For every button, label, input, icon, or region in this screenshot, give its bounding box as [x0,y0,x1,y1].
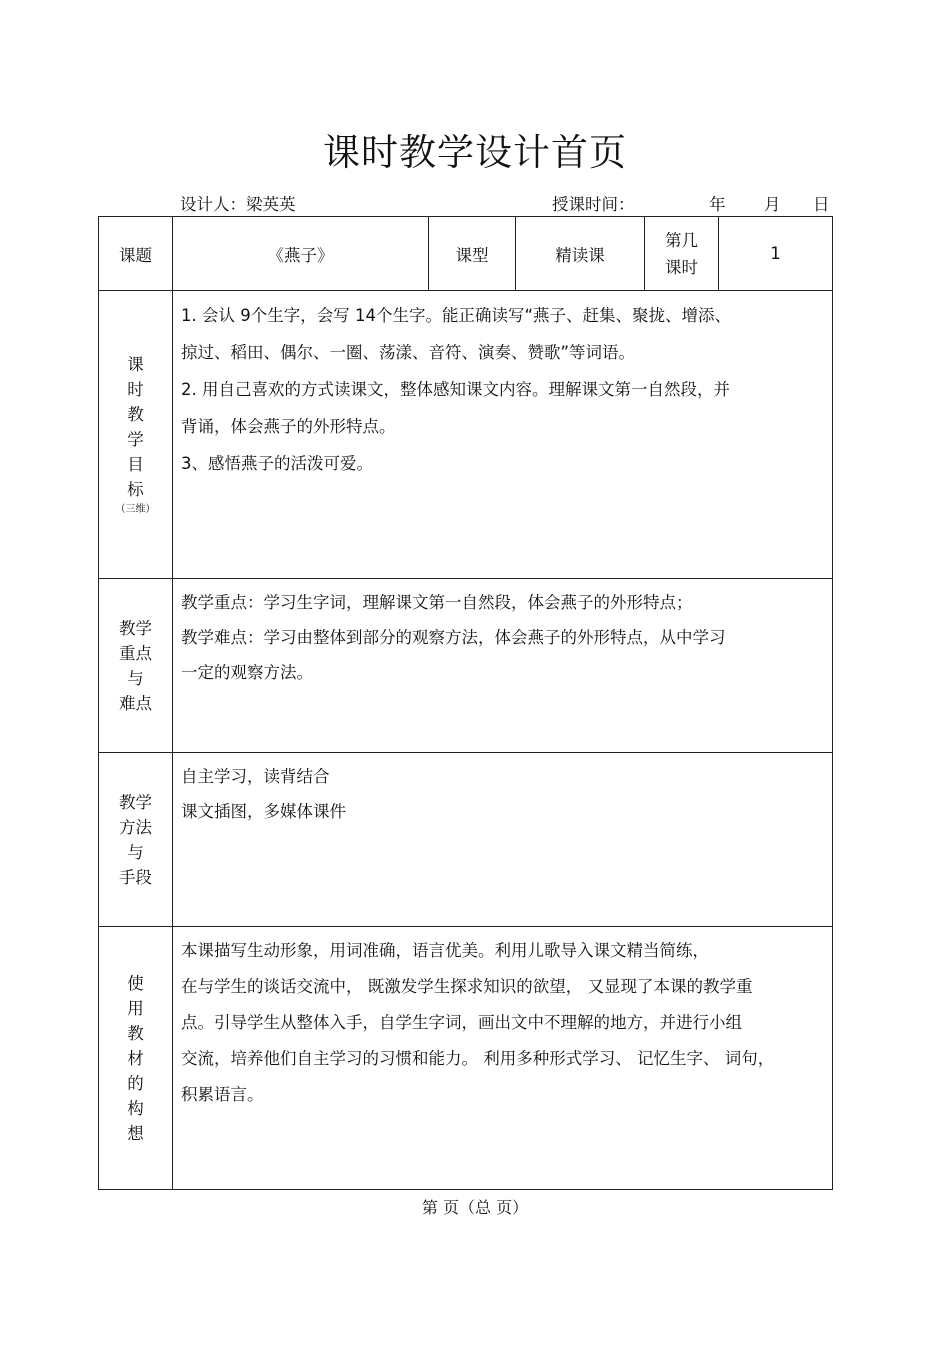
period-label-line: 课时 [665,257,698,277]
label-char: 目 [127,454,144,474]
table-row [99,217,833,291]
day-label: 日 [813,195,830,214]
label-char: 材 [127,1048,144,1068]
type-label: 课型 [429,217,516,291]
page-title: 课时教学设计首页 [323,131,627,174]
topic-value: 《燕子》 [173,217,429,291]
label-text: 手段 [119,867,152,887]
method-line: 课文插图，多媒体课件 [181,802,346,821]
concept-line: 在与学生的谈话交流中， 既激发学生探求知识的欲望， 又显现了本课的教学重 [181,977,753,996]
objective-line: 2. 用自己喜欢的方式读课文，整体感知课文内容。理解课文第一自然段，并 [181,380,730,399]
label-text: 难点 [119,693,152,713]
topic-label: 课题 [99,217,173,291]
label-text: 教学 [119,792,152,812]
keypoint-line: 一定的观察方法。 [181,663,313,682]
page-footer: 第 页（总 页） [421,1198,529,1217]
concept-label [99,927,173,1190]
date-label: 授课时间： [552,195,635,214]
table-row [99,579,833,753]
label-note: （三维） [115,503,156,515]
keypoints-content [173,579,833,753]
method-line: 自主学习，读背结合 [181,767,330,786]
label-text: 与 [127,668,144,688]
methods-label [99,753,173,927]
objective-line: 背诵，体会燕子的外形特点。 [181,417,396,436]
label-char: 课 [127,354,144,374]
keypoint-line: 教学重点：学习生字词，理解课文第一自然段，体会燕子的外形特点； [181,593,693,612]
label-char: 教 [127,1023,144,1043]
label-char: 构 [127,1098,144,1118]
label-text: 方法 [119,817,152,837]
label-char: 教 [127,404,144,424]
label-char: 时 [127,379,144,399]
table-row [99,927,833,1190]
table-row [99,753,833,927]
concept-line: 积累语言。 [181,1085,264,1104]
objectives-content [173,291,833,579]
objective-line: 1. 会认 9个生字，会写 14个生字。能正确读写“燕子、赶集、聚拢、增添、 [181,306,732,325]
objectives-label [99,291,173,579]
table-row [99,291,833,579]
designer-label: 设计人：梁英英 [180,195,296,214]
period-label-line: 第几 [665,230,698,250]
label-char: 使 [127,973,144,993]
concept-line: 点。引导学生从整体入手，自学生字词，画出文中不理解的地方，并进行小组 [181,1013,742,1032]
label-char: 用 [127,998,144,1018]
label-char: 标 [127,479,144,499]
label-char: 想 [127,1123,144,1143]
label-char: 学 [127,429,144,449]
year-label: 年 [709,195,726,214]
objective-line: 3、感悟燕子的活泼可爱。 [181,454,373,473]
date-field [552,191,830,215]
month-label: 月 [764,195,781,214]
period-value: 1 [719,217,833,291]
methods-content [173,753,833,927]
label-text: 教学 [119,618,152,638]
lesson-design-table [98,216,833,1190]
type-value: 精读课 [516,217,645,291]
keypoints-label [99,579,173,753]
concept-line: 本课描写生动形象，用词准确，语言优美。利用儿歌导入课文精当简练， [181,941,709,960]
objective-line: 掠过、稻田、偶尔、一圈、荡漾、音符、演奏、赞歌”等词语。 [181,343,636,362]
label-text: 与 [127,842,144,862]
concept-line: 交流，培养他们自主学习的习惯和能力。 利用多种形式学习、 记忆生字、 词句， [181,1049,775,1068]
keypoint-line: 教学难点：学习由整体到部分的观察方法，体会燕子的外形特点，从中学习 [181,628,726,647]
label-char: 的 [127,1073,144,1093]
concept-content [173,927,833,1190]
label-text: 重点 [119,643,152,663]
period-label [645,217,719,291]
